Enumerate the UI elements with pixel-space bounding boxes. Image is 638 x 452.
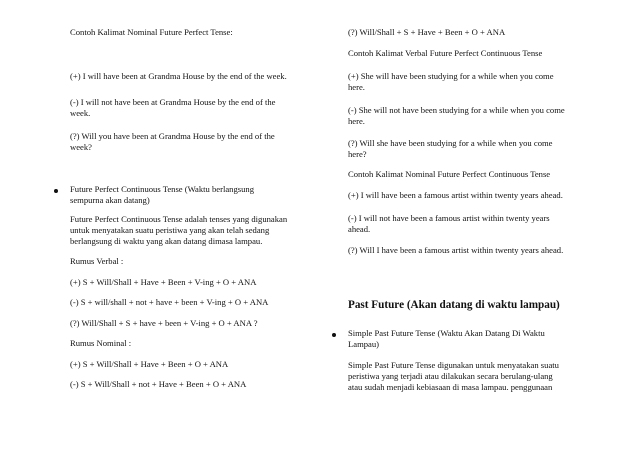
- subsection-definition-line-2: peristiwa yang terjadi atau dilakukan secara berulang-ulang: [348, 371, 553, 381]
- definition-line-2: untuk menyatakan suatu peristiwa yang akan telah sedang: [70, 225, 270, 235]
- nominal-example-heading: Contoh Kalimat Nominal Future Perfect Tense:: [70, 27, 233, 37]
- verbal-example-negative-line-1: (-) She will not have been studying for a while when you come: [348, 105, 565, 115]
- verbal-example-heading: Contoh Kalimat Verbal Future Perfect Continuous Tense: [348, 48, 543, 58]
- bullet-icon: [332, 333, 336, 337]
- section-title-line-1: Future Perfect Continuous Tense (Waktu berlangsung: [70, 184, 254, 194]
- nominal-formula-question: (?) Will/Shall + S + Have + Been + O + ANA: [348, 27, 506, 37]
- example-positive: (+) I will have been at Grandma House by the end of the week.: [70, 71, 287, 81]
- nominal-example-heading: Contoh Kalimat Nominal Future Perfect Continuous Tense: [348, 169, 551, 179]
- verbal-example-negative-line-2: here.: [348, 116, 365, 126]
- section-heading: Past Future (Akan datang di waktu lampau): [348, 299, 560, 311]
- verbal-formula-positive: (+) S + Will/Shall + Have + Been + V-ing + O + ANA: [70, 277, 257, 287]
- nominal-example-negative-line-2: ahead.: [348, 224, 371, 234]
- verbal-formula-question: (?) Will/Shall + S + have + been + V-ing + O + ANA ?: [70, 318, 258, 328]
- example-question-line-1: (?) Will you have been at Grandma House by the end of the: [70, 131, 275, 141]
- subsection-definition-line-3: atau sudah menjadi kebiasaan di masa lampau. penggunaan: [348, 382, 553, 392]
- section-title-line-2: sempurna akan datang): [70, 195, 150, 205]
- definition-line-1: Future Perfect Continuous Tense adalah tenses yang digunakan: [70, 214, 288, 224]
- nominal-example-question: (?) Will I have been a famous artist within twenty years ahead.: [348, 245, 564, 255]
- nominal-example-negative-line-1: (-) I will not have been a famous artist within twenty years: [348, 213, 550, 223]
- verbal-example-question-line-2: here?: [348, 149, 367, 159]
- verbal-formula-heading: Rumus Verbal :: [70, 256, 124, 266]
- verbal-example-positive-line-1: (+) She will have been studying for a while when you come: [348, 71, 554, 81]
- verbal-formula-negative: (-) S + will/shall + not + have + been + V-ing + O + ANA: [70, 297, 269, 307]
- subsection-title-line-1: Simple Past Future Tense (Waktu Akan Datang Di Waktu: [348, 328, 545, 338]
- subsection-definition-line-1: Simple Past Future Tense digunakan untuk menyatakan suatu: [348, 360, 559, 370]
- verbal-example-question-line-1: (?) Will she have been studying for a while when you come: [348, 138, 553, 148]
- example-negative-line-1: (-) I will not have been at Grandma House by the end of the: [70, 97, 276, 107]
- bullet-icon: [54, 189, 58, 193]
- example-question-line-2: week?: [70, 142, 92, 152]
- nominal-formula-heading: Rumus Nominal :: [70, 338, 132, 348]
- subsection-title-line-2: Lampau): [348, 339, 380, 349]
- verbal-example-positive-line-2: here.: [348, 82, 365, 92]
- definition-line-3: berlangsung di waktu yang akan datang dimasa lampau.: [70, 236, 263, 246]
- nominal-formula-negative: (-) S + Will/Shall + not + Have + Been + O + ANA: [70, 379, 247, 389]
- example-negative-line-2: week.: [70, 108, 91, 118]
- nominal-example-positive: (+) I will have been a famous artist within twenty years ahead.: [348, 190, 563, 200]
- nominal-formula-positive: (+) S + Will/Shall + Have + Been + O + ANA: [70, 359, 229, 369]
